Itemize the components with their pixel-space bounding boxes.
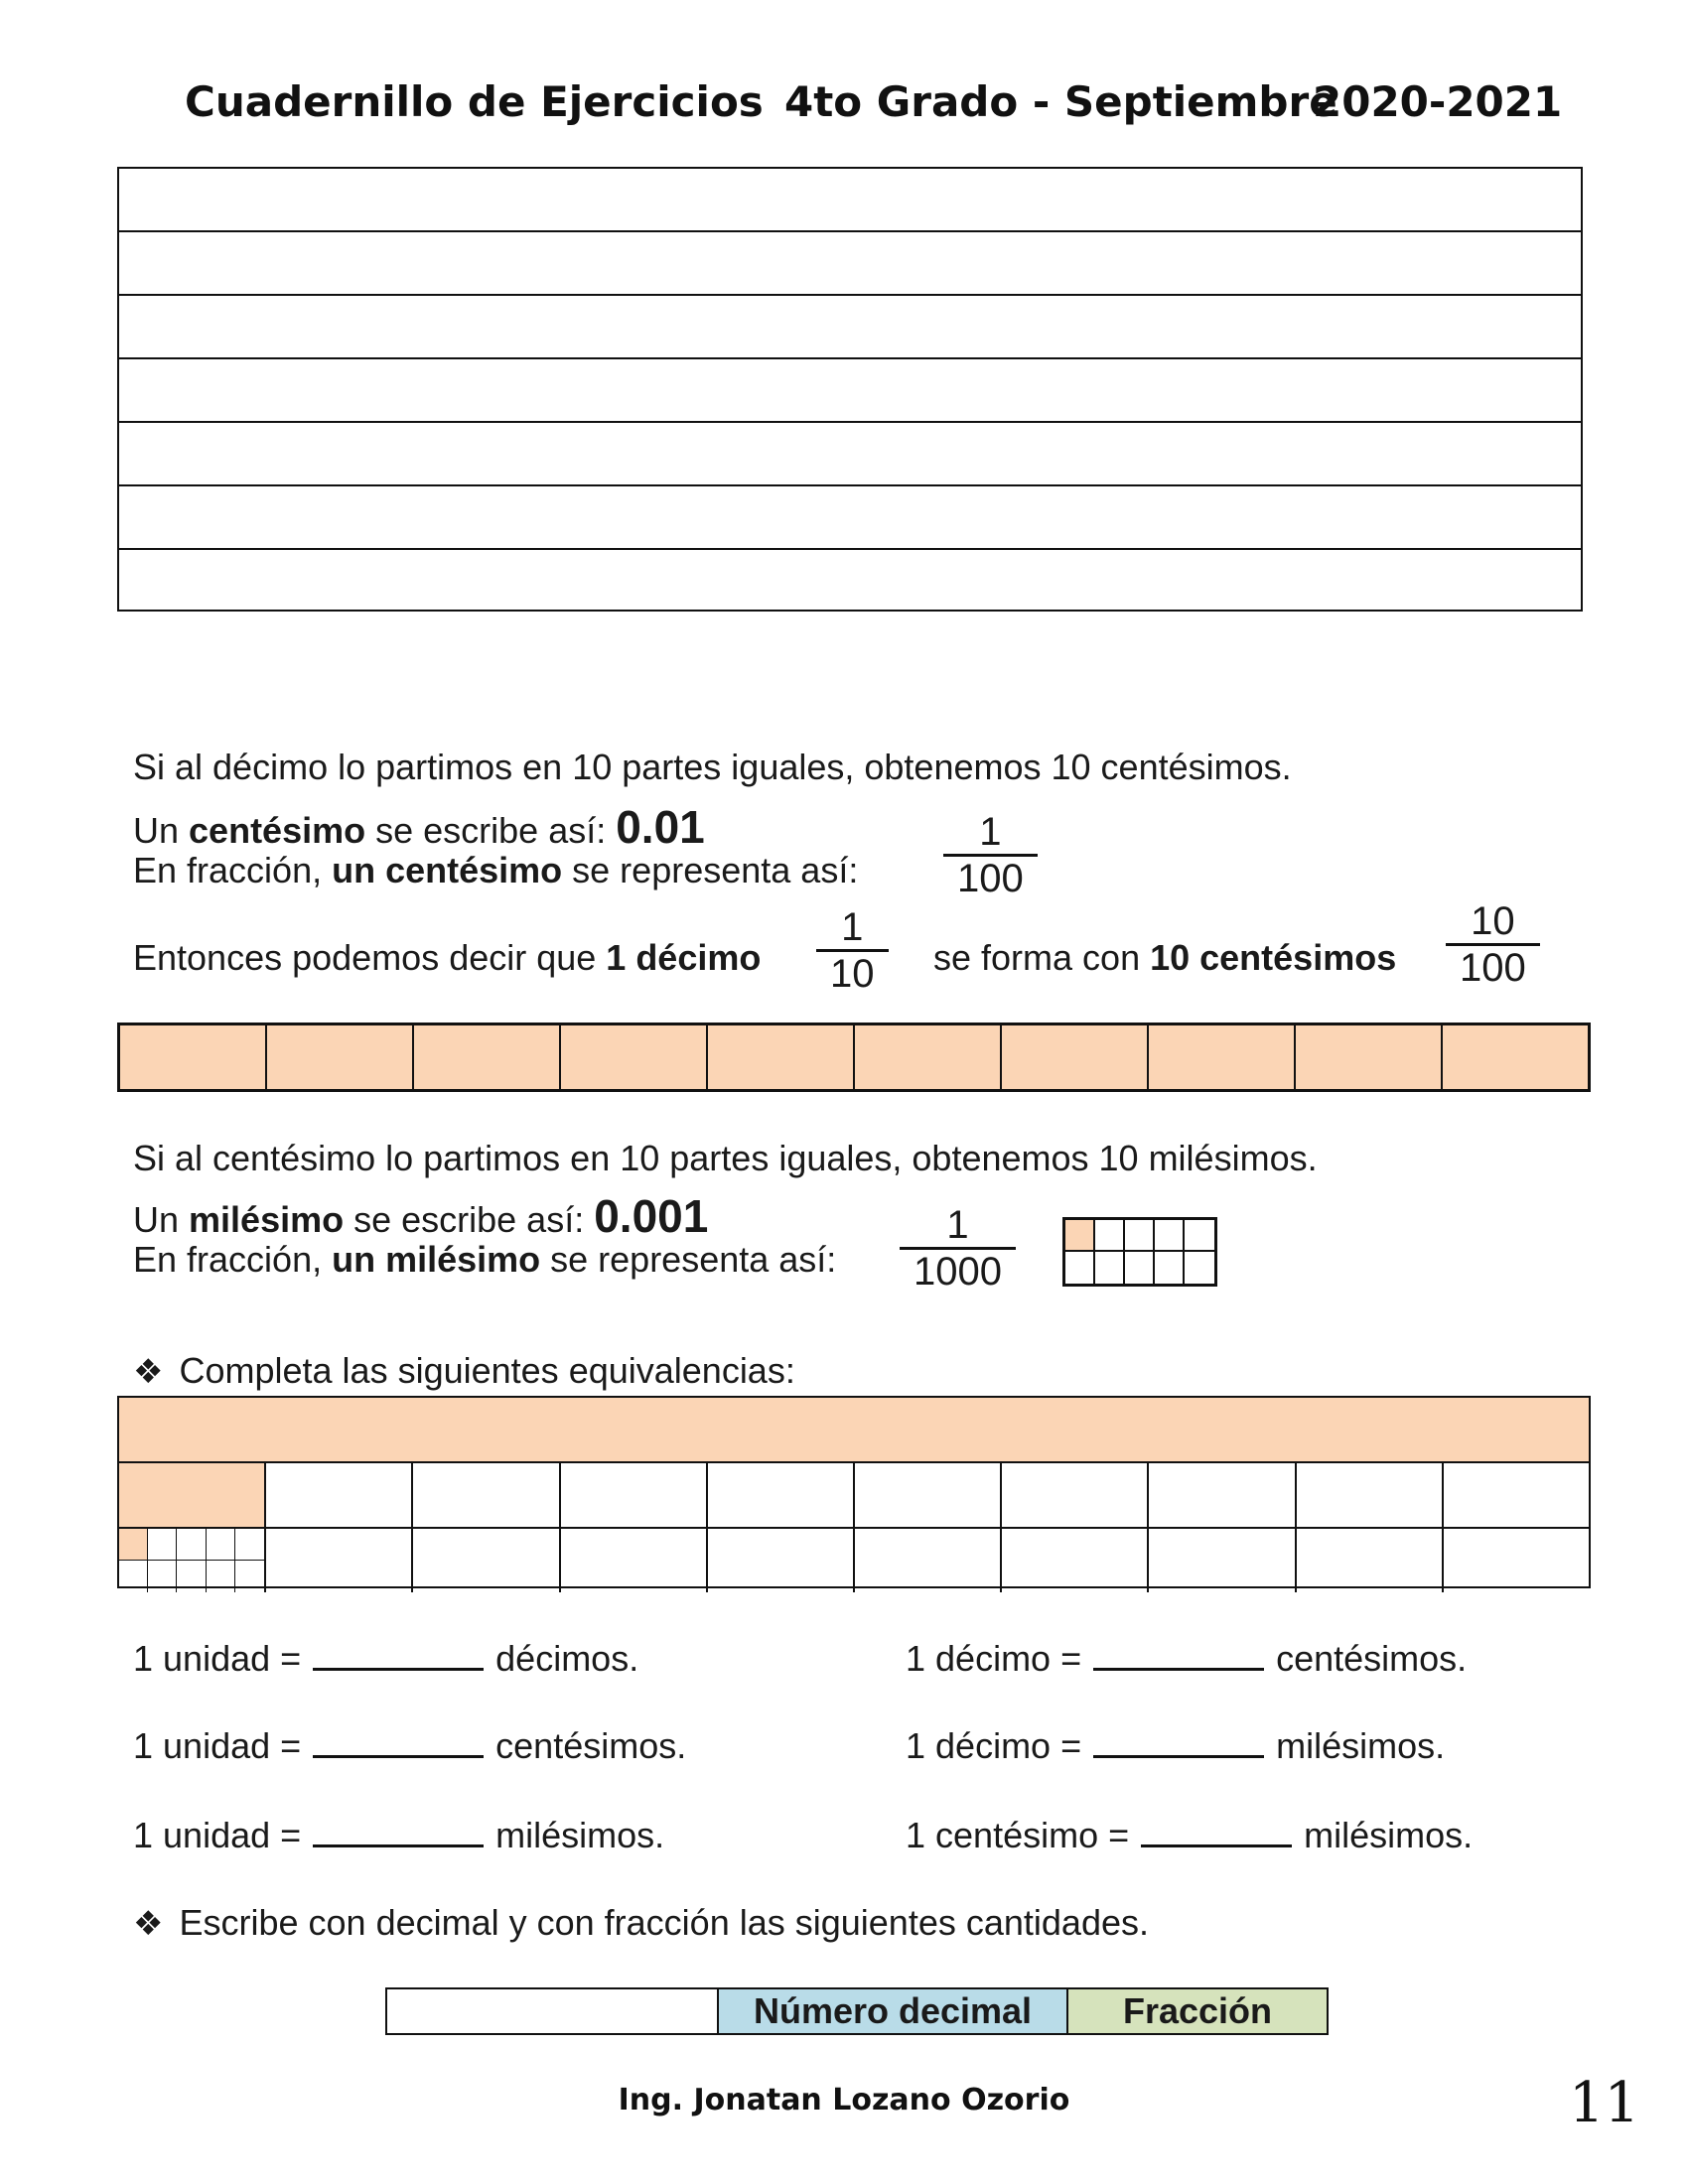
grid-cell — [1155, 1220, 1185, 1252]
tenth-cell[interactable] — [266, 1463, 413, 1527]
hundredth-cell[interactable] — [1149, 1529, 1296, 1592]
thousandth-grid — [1062, 1217, 1217, 1287]
strip-cell — [267, 1025, 414, 1089]
strip-cell — [414, 1025, 561, 1089]
equivalence-item: 1 unidad = décimos. — [133, 1638, 639, 1679]
writing-line — [119, 294, 1581, 296]
grid-cell — [1065, 1252, 1095, 1284]
strip-cell — [1149, 1025, 1296, 1089]
milesimo-intro: Si al centésimo lo partimos en 10 partes iguales, obtenemos 10 milésimos. — [133, 1138, 1318, 1178]
tenth-cell[interactable] — [413, 1463, 560, 1527]
writing-line — [119, 230, 1581, 232]
hundredth-cell[interactable] — [708, 1529, 855, 1592]
writing-line — [119, 548, 1581, 550]
answer-blank[interactable] — [1093, 1638, 1264, 1671]
hundredth-cell[interactable] — [1444, 1529, 1589, 1592]
grid-cell — [1095, 1220, 1125, 1252]
milesimo-decimal: 0.001 — [594, 1190, 709, 1242]
decimal-fraction-table-header — [385, 1987, 1329, 2035]
answer-blank[interactable] — [1141, 1815, 1292, 1847]
centesimo-decimal: 0.01 — [616, 801, 705, 853]
page-number: 11 — [1569, 2071, 1640, 2135]
strip-cell — [1002, 1025, 1149, 1089]
centesimo-intro: Si al décimo lo partimos en 10 partes iguales, obtenemos 10 centésimos. — [133, 747, 1292, 787]
fraction-one-hundredth: 1 100 — [943, 810, 1038, 900]
answer-blank[interactable] — [313, 1725, 484, 1758]
writing-line — [119, 484, 1581, 486]
strip-cell — [561, 1025, 708, 1089]
grid-cell — [1185, 1252, 1214, 1284]
writing-line — [119, 357, 1581, 359]
decimo-equivalence-line: Entonces podemos decir que 1 décimo — [133, 937, 762, 978]
decimo-equivalence-mid: se forma con 10 centésimos — [933, 937, 1397, 978]
worksheet-title: Cuadernillo de Ejercicios — [185, 77, 764, 126]
fraction-column-header: Fracción — [1068, 1989, 1327, 2033]
hundredth-grid-cell — [119, 1529, 266, 1592]
fraction-ten-hundredths: 10 100 — [1446, 899, 1540, 990]
tenth-cell[interactable] — [1149, 1463, 1296, 1527]
tenth-cell[interactable] — [1002, 1463, 1149, 1527]
hundredth-cell[interactable] — [1297, 1529, 1444, 1592]
tenths-strip — [117, 1023, 1591, 1092]
grid-cell-shaded — [1065, 1220, 1095, 1252]
writing-lines-box[interactable] — [117, 167, 1583, 612]
author-footer: Ing. Jonatan Lozano Ozorio — [618, 2083, 1070, 2117]
answer-blank[interactable] — [1093, 1725, 1264, 1758]
strip-cell — [1443, 1025, 1588, 1089]
hundredth-cell[interactable] — [855, 1529, 1002, 1592]
diamond-bullet-icon: ❖ — [133, 1905, 164, 1943]
writing-line — [119, 421, 1581, 423]
fraction-one-thousandth: 1 1000 — [900, 1203, 1016, 1294]
centesimo-decimal-line: Un centésimo se escribe así: 0.01 — [133, 801, 705, 853]
grid-cell — [1185, 1220, 1214, 1252]
hundredth-cell[interactable] — [1002, 1529, 1149, 1592]
unit-equivalence-table — [117, 1396, 1591, 1588]
tenth-cell[interactable] — [855, 1463, 1002, 1527]
hundredth-cell[interactable] — [266, 1529, 413, 1592]
tenths-row — [119, 1463, 1589, 1529]
quantity-column-header — [387, 1989, 719, 2033]
tenth-cell[interactable] — [708, 1463, 855, 1527]
grid-cell-shaded — [119, 1529, 148, 1561]
equivalence-item: 1 centésimo = milésimos. — [906, 1815, 1474, 1855]
unit-row — [119, 1398, 1589, 1463]
strip-cell — [708, 1025, 855, 1089]
exercise2-instruction: ❖ Escribe con decimal y con fracción las siguientes cantidades. — [133, 1902, 1149, 1943]
answer-blank[interactable] — [313, 1638, 484, 1671]
diamond-bullet-icon: ❖ — [133, 1353, 164, 1391]
grid-cell — [1125, 1252, 1155, 1284]
centesimo-fraction-line: En fracción, un centésimo se representa así: — [133, 850, 859, 890]
decimal-column-header: Número decimal — [719, 1989, 1068, 2033]
hundredth-cell[interactable] — [561, 1529, 708, 1592]
equivalence-item: 1 décimo = milésimos. — [906, 1725, 1446, 1766]
equivalence-item: 1 unidad = milésimos. — [133, 1815, 665, 1855]
exercise1-instruction: ❖ Completa las siguientes equivalencias: — [133, 1350, 795, 1391]
answer-blank[interactable] — [313, 1815, 484, 1847]
fraction-one-tenth: 1 10 — [816, 905, 889, 996]
hundredths-row — [119, 1529, 1589, 1592]
grade-label: 4to Grado - Septiembre — [784, 77, 1337, 126]
tenth-cell[interactable] — [1297, 1463, 1444, 1527]
milesimo-fraction-line: En fracción, un milésimo se representa así: — [133, 1239, 837, 1280]
grid-cell — [1125, 1220, 1155, 1252]
strip-cell — [1296, 1025, 1443, 1089]
grid-cell — [1155, 1252, 1185, 1284]
equivalence-item: 1 unidad = centésimos. — [133, 1725, 687, 1766]
school-year: 2020-2021 — [1313, 77, 1563, 126]
tenth-cell[interactable] — [1444, 1463, 1589, 1527]
strip-cell — [855, 1025, 1002, 1089]
strip-cell — [120, 1025, 267, 1089]
tenth-cell[interactable] — [561, 1463, 708, 1527]
milesimo-decimal-line: Un milésimo se escribe así: 0.001 — [133, 1190, 709, 1242]
equivalence-item: 1 décimo = centésimos. — [906, 1638, 1468, 1679]
tenth-cell-shaded — [119, 1463, 266, 1527]
hundredth-cell[interactable] — [413, 1529, 560, 1592]
grid-cell — [1095, 1252, 1125, 1284]
